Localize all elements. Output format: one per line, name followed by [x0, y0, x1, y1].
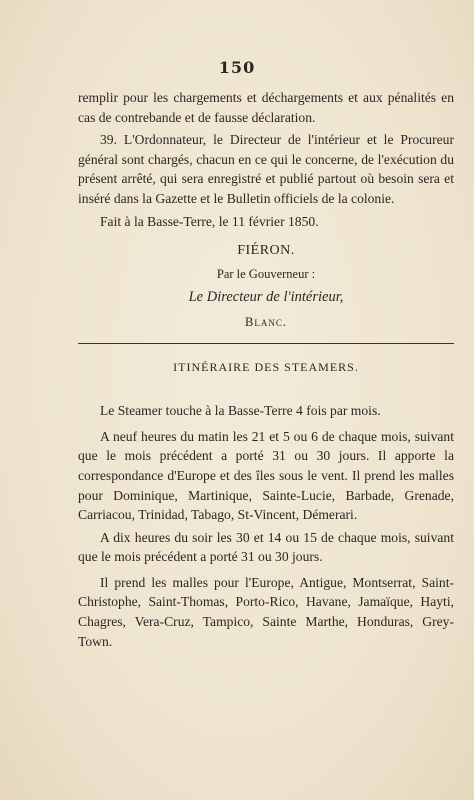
director-name: Blanc.: [245, 314, 287, 329]
article-39-paragraph: 39. L'Ordonnateur, le Directeur de l'intérieur et le Procureur général sont chargés, chacun en ce qui le concerne, de l'exécution du présent arrêté, qui sera enregistré et publié partout où besoin sera et inséré dans la Gazette et le Bulletin officiels de la colonie.: [78, 132, 454, 206]
signatory-name: FIÉRON.: [237, 243, 295, 259]
by-governor-line: Par le Gouverneur :: [216, 266, 316, 281]
page-content: [78, 88, 454, 651]
section-paragraph: A neuf heures du matin les 21 et 5 ou 6 de chaque mois, suivant que le mois précédent a porté 31 ou 30 jours. Il apporte la correspondance d'Europe et des îles sous le vent. Il prend les malles pour Dominique, Martinique, Sainte-Lucie, Barbade, Grenade, Carriacou, Trinidad, Tabago, St-Vincent, Démerari.: [78, 428, 454, 523]
section-paragraph: Il prend les malles pour l'Europe, Antigue, Montserrat, Saint-Christophe, Saint-Thomas, Porto-Rico, Havane, Jamaïque, Hayti, Chagres, Vera-Cruz, Tampico, Sainte Marthe, Honduras, Grey-Town.: [78, 574, 454, 649]
date-line: Fait à la Basse-Terre, le 11 février 1850.: [100, 213, 319, 229]
section-title: ITINÉRAIRE DES STEAMERS.: [173, 359, 359, 374]
continuation-paragraph: remplir pour les chargements et déchargements et aux pénalités en cas de contrebande et de fausse déclaration.: [78, 90, 454, 125]
section-paragraph: Le Steamer touche à la Basse-Terre 4 fois par mois.: [100, 403, 381, 419]
director-title: Le Directeur de l'intérieur,: [188, 289, 344, 306]
page-number: 150: [218, 58, 256, 77]
section-paragraph: A dix heures du soir les 30 et 14 ou 15 de chaque mois, suivant que le mois précédent a porté 31 ou 30 jours.: [78, 529, 454, 565]
section-divider: [78, 343, 454, 344]
